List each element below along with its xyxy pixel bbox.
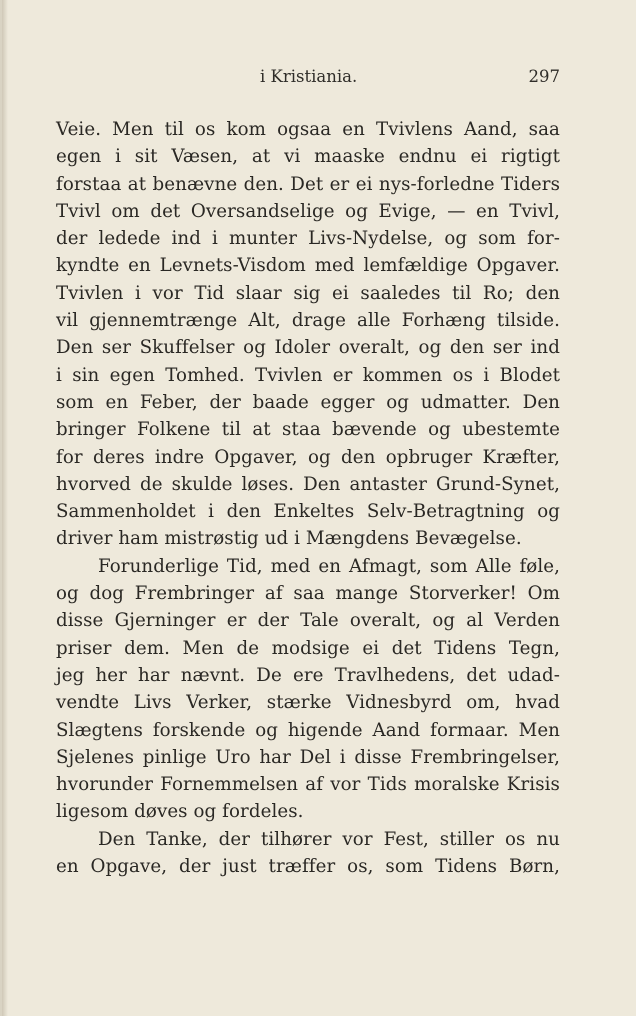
text-line: hvorunder Fornemmelsen af vor Tids moralske Krisis: [56, 774, 560, 796]
text-line: bringer Folkene til at staa bævende og ubestemte: [56, 419, 560, 441]
text-line: Sjelenes pinlige Uro har Del i disse Frembringelser,: [56, 746, 560, 768]
text-line: kyndte en Levnets-Visdom med lemfældige Opgaver.: [56, 255, 560, 277]
text-line: egen i sit Væsen, at vi maaske endnu ei rigtigt: [56, 146, 560, 168]
page-edge-shadow: [2, 0, 8, 1016]
text-line: som en Feber, der baade egger og udmatter. Den: [56, 391, 560, 413]
text-line: vil gjennemtrænge Alt, drage alle Forhæng tilside.: [56, 310, 560, 332]
text-line: og dog Frembringer af saa mange Storverker! Om: [56, 583, 560, 605]
text-line: vendte Livs Verker, stærke Vidnesbyrd om, hvad: [56, 692, 560, 714]
paragraph-start-line: Forunderlige Tid, med en Afmagt, som Alle føle,: [98, 555, 560, 577]
page-number: 297: [528, 67, 560, 86]
text-line: en Opgave, der just træffer os, som Tidens Børn,: [56, 856, 560, 878]
text-line: for deres indre Opgaver, og den opbruger Kræfter,: [56, 446, 560, 468]
text-line: forstaa at benævne den. Det er ei nys-forledne Tiders: [56, 173, 560, 195]
text-line: hvorved de skulde løses. Den antaster Grund-Synet,: [56, 473, 560, 495]
body-text: [56, 116, 560, 880]
text-line: i sin egen Tomhed. Tvivlen er kommen os i Blodet: [56, 364, 560, 386]
running-title: i Kristiania.: [260, 67, 358, 86]
text-line: Veie. Men til os kom ogsaa en Tvivlens Aand, saa: [56, 119, 560, 140]
text-line: Tvivl om det Oversandselige og Evige, — en Tvivl,: [56, 200, 560, 222]
paragraph-start-line: Den Tanke, der tilhører vor Fest, stiller os nu: [98, 828, 560, 850]
paragraph-end-line: driver ham mistrøstig ud i Mængdens Bevægelse.: [56, 528, 522, 550]
text-line: disse Gjerninger er der Tale overalt, og al Verden: [56, 610, 560, 632]
text-line: priser dem. Men de modsige ei det Tidens Tegn,: [56, 637, 560, 659]
text-line: Sammenholdet i den Enkeltes Selv-Betragtning og: [56, 501, 560, 523]
text-line: jeg her har nævnt. De ere Travlhedens, det udad-: [56, 664, 560, 686]
text-line: Tvivlen i vor Tid slaar sig ei saaledes til Ro; den: [56, 282, 560, 304]
text-line: Slægtens forskende og higende Aand formaar. Men: [56, 719, 560, 741]
paragraph-end-line: ligesom døves og fordeles.: [56, 801, 304, 823]
text-line: der ledede ind i munter Livs-Nydelse, og som for-: [56, 228, 560, 250]
text-line: Den ser Skuffelser og Idoler overalt, og den ser ind: [56, 337, 560, 359]
page-header: [56, 67, 560, 93]
